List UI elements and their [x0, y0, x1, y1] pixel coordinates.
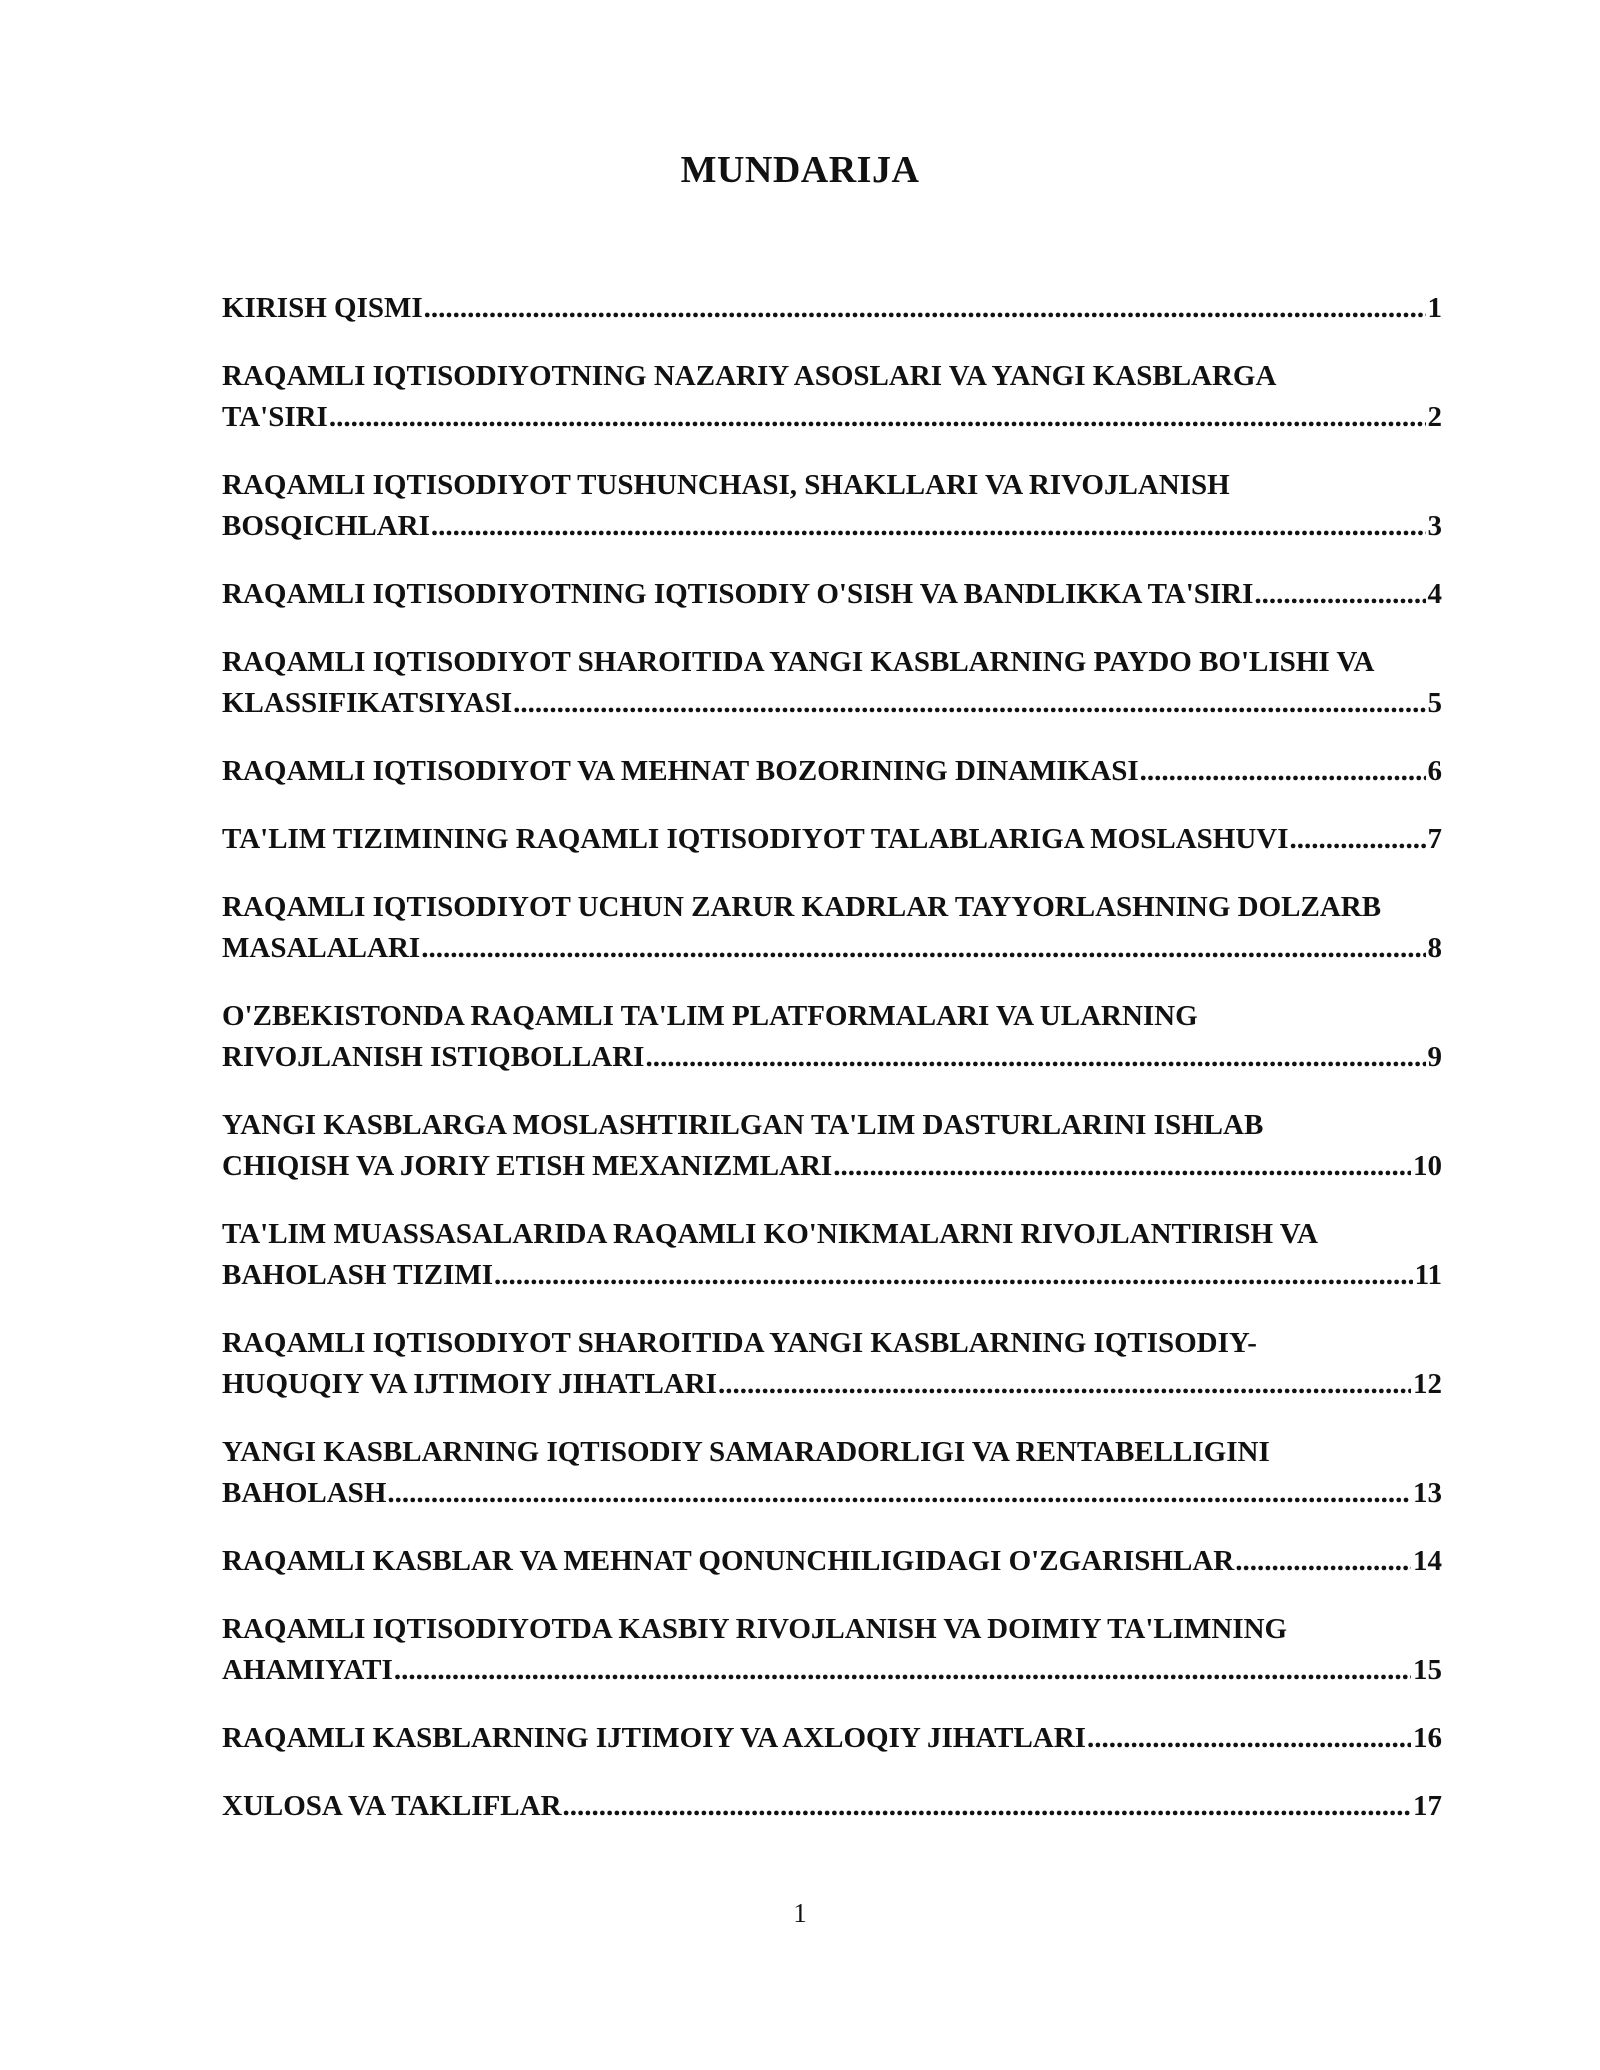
toc-entry-title: XULOSA VA TAKLIFLAR [222, 1790, 562, 1822]
toc-entry-line [222, 683, 1442, 724]
dot-leader [494, 1255, 1413, 1296]
toc-entry[interactable] [222, 1105, 1442, 1187]
toc-entry-line [222, 397, 1442, 438]
toc-entry-page-number: 10 [1413, 1150, 1442, 1182]
toc-entry[interactable] [222, 887, 1442, 969]
toc-entry-page-number: 11 [1414, 1259, 1442, 1291]
toc-entry-line [222, 1718, 1442, 1759]
toc-entry[interactable] [222, 288, 1442, 329]
toc-entry[interactable] [222, 356, 1442, 438]
dot-leader [431, 506, 1426, 547]
toc-entry-line [222, 1255, 1442, 1296]
toc-entry-line [222, 574, 1442, 615]
toc-entry[interactable] [222, 1214, 1442, 1296]
dot-leader [1290, 819, 1426, 860]
toc-entry-title-line: RAQAMLI IQTISODIYOT UCHUN ZARUR KADRLAR TAYYORLASHNING DOLZARB [222, 891, 1382, 923]
toc-entry-page-number: 13 [1413, 1477, 1442, 1509]
toc-entry-title: KLASSIFIKATSIYASI [222, 687, 513, 719]
dot-leader [1087, 1718, 1411, 1759]
toc-entry-page-number: 17 [1413, 1790, 1442, 1822]
toc-entry-title: RAQAMLI IQTISODIYOTNING IQTISODIY O'SISH VA BANDLIKKA TA'SIRI [222, 578, 1254, 610]
toc-entry-line [222, 1650, 1442, 1691]
dot-leader [394, 1650, 1411, 1691]
toc-entry-title-line: RAQAMLI IQTISODIYOT TUSHUNCHASI, SHAKLLARI VA RIVOJLANISH [222, 469, 1230, 501]
toc-entry[interactable] [222, 751, 1442, 792]
toc-entry-page-number: 9 [1427, 1041, 1442, 1073]
dot-leader [563, 1786, 1411, 1827]
toc-entry-page-number: 5 [1427, 687, 1442, 719]
toc-entry-line [222, 1541, 1442, 1582]
page-title: MUNDARIJA [680, 149, 920, 191]
toc-entry-title-line: RAQAMLI IQTISODIYOTDA KASBIY RIVOJLANISH VA DOIMIY TA'LIMNING [222, 1613, 1288, 1645]
toc-entry-page-number: 3 [1427, 510, 1442, 542]
toc-entry[interactable] [222, 1323, 1442, 1405]
toc-entry[interactable] [222, 574, 1442, 615]
toc-entry-title: TA'SIRI [222, 401, 328, 433]
toc-entry-page-number: 16 [1413, 1722, 1442, 1754]
toc-entry-page-number: 8 [1427, 932, 1442, 964]
toc-entry-page-number: 2 [1427, 401, 1442, 433]
toc-entry-title-line: RAQAMLI IQTISODIYOTNING NAZARIY ASOSLARI VA YANGI KASBLARGA [222, 360, 1277, 392]
toc-entry[interactable] [222, 819, 1442, 860]
dot-leader [1140, 751, 1426, 792]
toc-entry-line [222, 1146, 1442, 1187]
toc-entry-line [222, 1473, 1442, 1514]
toc-entry-line [222, 288, 1442, 329]
toc-entry-line [222, 751, 1442, 792]
dot-leader [645, 1037, 1425, 1078]
toc-entry-title-line: TA'LIM MUASSASALARIDA RAQAMLI KO'NIKMALARNI RIVOJLANTIRISH VA [222, 1218, 1318, 1250]
toc-entry-title: RAQAMLI KASBLAR VA MEHNAT QONUNCHILIGIDAGI O'ZGARISHLAR [222, 1545, 1235, 1577]
toc-entry-title: HUQUQIY VA IJTIMOIY JIHATLARI [222, 1368, 717, 1400]
dot-leader [424, 288, 1426, 329]
dot-leader [833, 1146, 1411, 1187]
page-number: 1 [793, 1898, 807, 1928]
toc-entry[interactable] [222, 1718, 1442, 1759]
dot-leader [329, 397, 1426, 438]
toc-entry[interactable] [222, 1609, 1442, 1691]
toc-entry-title: KIRISH QISMI [222, 292, 423, 324]
toc-entry[interactable] [222, 465, 1442, 547]
toc-entry-page-number: 12 [1413, 1368, 1442, 1400]
toc-entry-title: RAQAMLI KASBLARNING IJTIMOIY VA AXLOQIY JIHATLARI [222, 1722, 1086, 1754]
toc-entry-line [222, 506, 1442, 547]
toc-entry[interactable] [222, 996, 1442, 1078]
toc-entry-title: RAQAMLI IQTISODIYOT VA MEHNAT BOZORINING DINAMIKASI [222, 755, 1139, 787]
toc-entry-line [222, 819, 1442, 860]
toc-entry-title: BOSQICHLARI [222, 510, 430, 542]
toc-entry-title-line: YANGI KASBLARNING IQTISODIY SAMARADORLIGI VA RENTABELLIGINI [222, 1436, 1270, 1468]
toc-entry-line [222, 1037, 1442, 1078]
toc-entry-title: RIVOJLANISH ISTIQBOLLARI [222, 1041, 645, 1073]
toc-entry-title-line: RAQAMLI IQTISODIYOT SHAROITIDA YANGI KASBLARNING PAYDO BO'LISHI VA [222, 646, 1375, 678]
toc-entry-line [222, 1786, 1442, 1827]
toc-entry[interactable] [222, 1432, 1442, 1514]
toc-entry-page-number: 7 [1427, 823, 1442, 855]
toc-entry-title: CHIQISH VA JORIY ETISH MEXANIZMLARI [222, 1150, 833, 1182]
toc-entry-line [222, 928, 1442, 969]
toc-entry-title-line: RAQAMLI IQTISODIYOT SHAROITIDA YANGI KASBLARNING IQTISODIY- [222, 1327, 1257, 1359]
dot-leader [513, 683, 1425, 724]
toc-entry-title: TA'LIM TIZIMINING RAQAMLI IQTISODIYOT TALABLARIGA MOSLASHUVI [222, 823, 1289, 855]
toc-entry[interactable] [222, 1786, 1442, 1827]
dot-leader [718, 1364, 1411, 1405]
toc-entry-page-number: 15 [1413, 1654, 1442, 1686]
toc-entry-page-number: 4 [1427, 578, 1442, 610]
toc-entry[interactable] [222, 642, 1442, 724]
toc-entry[interactable] [222, 1541, 1442, 1582]
dot-leader [421, 928, 1425, 969]
toc-entry-title: BAHOLASH TIZIMI [222, 1259, 494, 1291]
toc-entry-title: MASALALARI [222, 932, 421, 964]
toc-entry-line [222, 1364, 1442, 1405]
toc-entry-page-number: 6 [1427, 755, 1442, 787]
dot-leader [1254, 574, 1425, 615]
toc-entry-title-line: YANGI KASBLARGA MOSLASHTIRILGAN TA'LIM DASTURLARINI ISHLAB [222, 1109, 1264, 1141]
dot-leader [1235, 1541, 1411, 1582]
toc-entry-title: AHAMIYATI [222, 1654, 393, 1686]
toc-entry-title: BAHOLASH [222, 1477, 387, 1509]
toc-entry-page-number: 14 [1413, 1545, 1442, 1577]
dot-leader [387, 1473, 1411, 1514]
toc-entry-page-number: 1 [1427, 292, 1442, 324]
table-of-contents [222, 288, 1442, 1854]
toc-entry-title-line: O'ZBEKISTONDA RAQAMLI TA'LIM PLATFORMALARI VA ULARNING [222, 1000, 1198, 1032]
